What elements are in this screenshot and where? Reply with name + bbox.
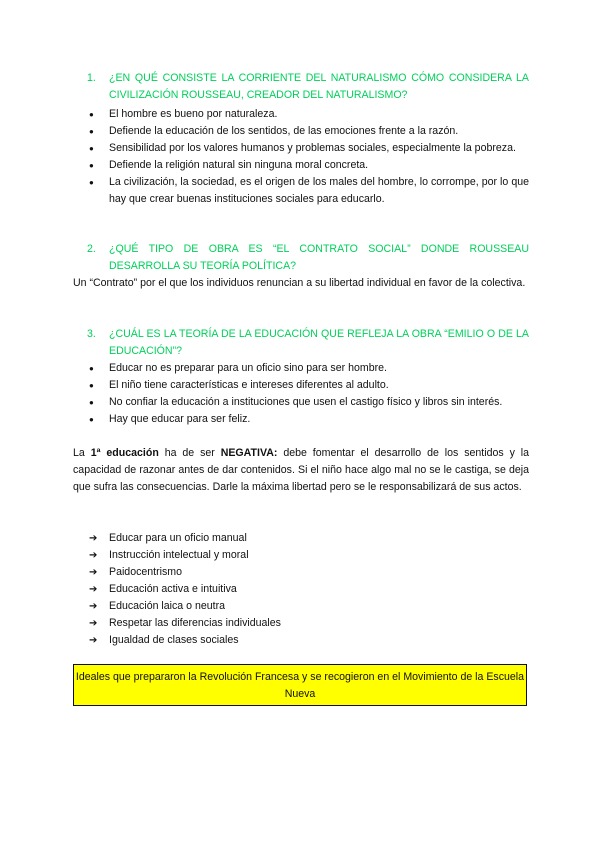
- paragraph-bold-first-education: 1ª educación: [90, 447, 159, 459]
- question-3-heading: [89, 326, 529, 360]
- list-item: ● Hay que educar para ser feliz.: [89, 411, 529, 428]
- paragraph-mid: ha de ser: [158, 447, 221, 459]
- paragraph-bold-negative: NEGATIVA:: [220, 447, 278, 459]
- list-item: ● No confiar la educación a instituciones que usen el castigo físico y libros sin interés.: [89, 394, 529, 411]
- arrow-list-item: ➔ Educación laica o neutra: [89, 598, 529, 615]
- arrow-list-item: ➔ Paidocentrismo: [89, 564, 529, 581]
- arrow-list: [89, 530, 529, 649]
- list-item: ● Sensibilidad por los valores humanos y problemas sociales, especialmente la pobreza.: [89, 140, 529, 157]
- question-1-heading: [89, 70, 529, 104]
- paragraph-lead: La: [73, 447, 91, 459]
- question-2-text: ¿QUÉ TIPO DE OBRA ES “EL CONTRATO SOCIAL” DONDE ROUSSEAU DESARROLLA SU TEORÍA POLÍTICA?: [109, 243, 529, 272]
- question-2-answer: Un “Contrato” por el que los individuos renuncian a su libertad individual en favor de la colectiva.: [73, 277, 526, 289]
- question-1-text: ¿EN QUÉ CONSISTE LA CORRIENTE DEL NATURALISMO CÓMO CONSIDERA LA CIVILIZACIÓN ROUSSEAU, CREADOR DEL NATURALISMO?: [109, 72, 529, 101]
- arrow-list-item: ➔ Instrucción intelectual y moral: [89, 547, 529, 564]
- question-1-number: 1.: [87, 72, 96, 84]
- arrow-list-item: ➔ Educar para un oficio manual: [89, 530, 529, 547]
- paragraph-rest: debe fomentar el desarrollo de los sentidos y la capacidad de razonar antes de dar contenidos. Si el niño hace algo mal no se le castiga, se deja que sufra las consecuencias. Darle la máxima libertad pero se le responsabilizará de sus actos.: [73, 447, 530, 493]
- negative-education-paragraph: [73, 445, 529, 496]
- question-3-number: 3.: [87, 328, 96, 340]
- highlight-box: Ideales que prepararon la Revolución Francesa y se recogieron en el Movimiento de la Escuela Nueva: [73, 664, 527, 706]
- list-item: ● Defiende la religión natural sin ninguna moral concreta.: [89, 157, 529, 174]
- question-2-number: 2.: [87, 243, 96, 255]
- list-item: ● La civilización, la sociedad, es el origen de los males del hombre, lo corrompe, por lo que hay que crear buenas instituciones sociales para educarlo.: [89, 174, 529, 208]
- arrow-list-item: ➔ Igualdad de clases sociales: [89, 632, 529, 649]
- question-2-heading: [89, 241, 529, 275]
- list-item: ● El niño tiene características e intereses diferentes al adulto.: [89, 377, 529, 394]
- list-item: ● Educar no es preparar para un oficio sino para ser hombre.: [89, 360, 529, 377]
- arrow-list-item: ➔ Respetar las diferencias individuales: [89, 615, 529, 632]
- arrow-list-item: ➔ Educación activa e intuitiva: [89, 581, 529, 598]
- question-1-bullet-list: [89, 106, 529, 208]
- question-3-text: ¿CUÁL ES LA TEORÍA DE LA EDUCACIÓN QUE REFLEJA LA OBRA “EMILIO O DE LA EDUCACIÓN”?: [109, 328, 529, 357]
- list-item: ● El hombre es bueno por naturaleza.: [89, 106, 529, 123]
- list-item: ● Defiende la educación de los sentidos, de las emociones frente a la razón.: [89, 123, 529, 140]
- question-3-bullet-list: [89, 360, 529, 428]
